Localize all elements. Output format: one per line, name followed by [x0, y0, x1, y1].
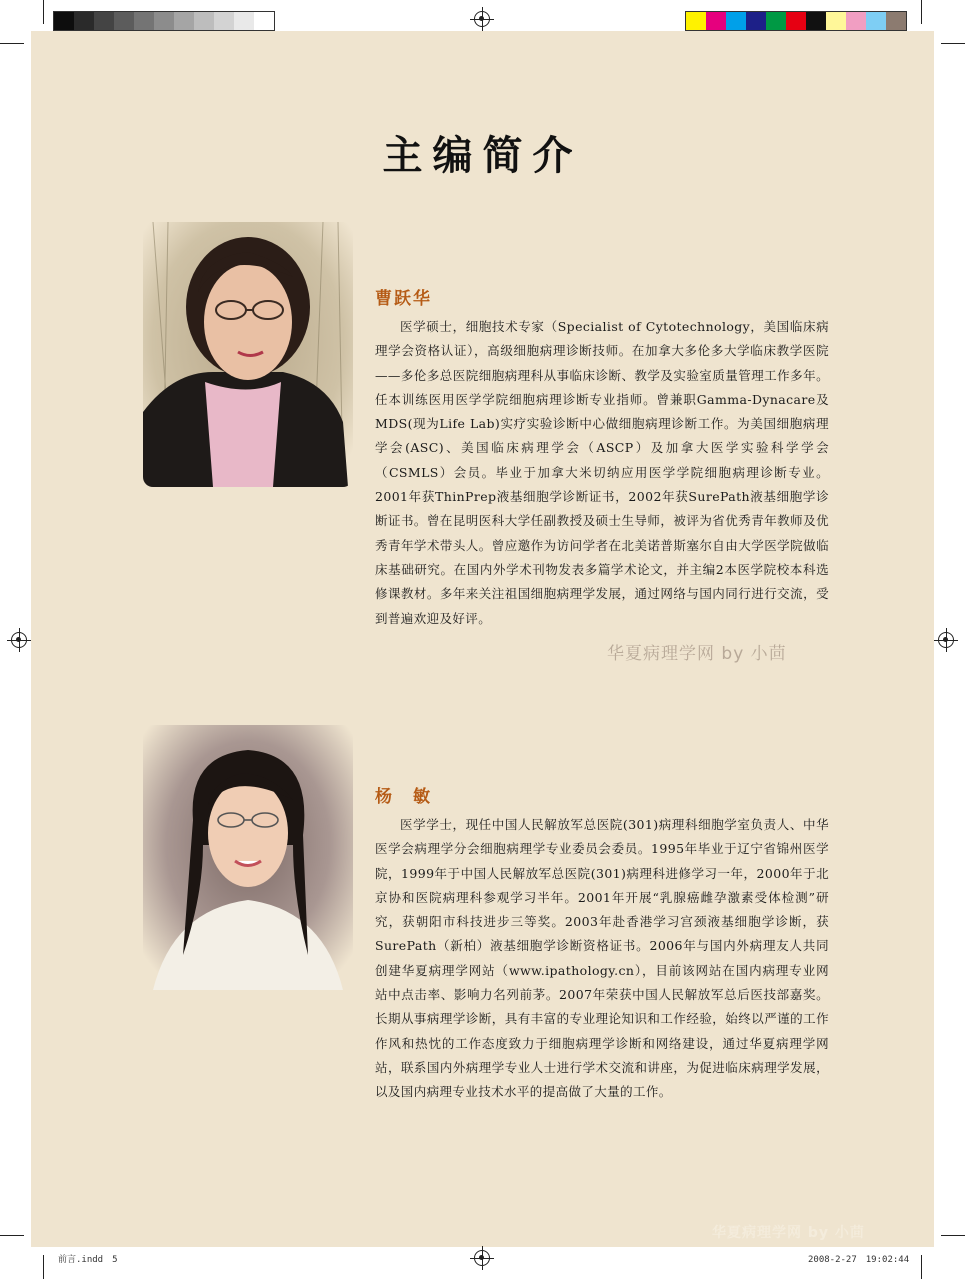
- crop-mark: [921, 0, 922, 24]
- gray-swatch-3: [94, 12, 114, 30]
- editor-1-bio: 医学硕士，细胞技术专家（Specialist of Cytotechnology，美国临床病理学会资格认证），高级细胞病理诊断技师。在加拿大多伦多大学临床教学医院——多伦多总医院细胞病理科从事临床诊断、教学及实验室质量管理工作多年。任本训练医用医学学院细胞病理诊断专业指师。曾兼职Gamma-Dynacare及MDS(现为Life Lab)实疗实验诊断中心做细胞病理诊断工作。为美国细胞病理学会(ASC)、美国临床病理学会（ASCP）及加拿大医学实验科学学会（CSMLS）会员。毕业于加拿大米切纳应用医学学院细胞病理诊断专业。2001年获ThinPrep液基细胞学诊断证书，2002年获SurePath液基细胞学诊断证书。曾在昆明医科大学任副教授及硕士生导师，被评为省优秀青年教师及优秀青年学术带头人。曾应邀作为访问学者在北美诺普斯塞尔自由大学医学院做临床基础研究。在国内外学术刊物发表多篇学术论文，并主编2本医学院校本科选修课教材。多年来关注祖国细胞病理学发展，通过网络与国内同行进行交流，受到普遍欢迎及好评。: [375, 319, 829, 626]
- color-swatch-9: [846, 12, 866, 30]
- registration-mark-bottom: [474, 1250, 490, 1266]
- color-swatch-7: [806, 12, 826, 30]
- slug-date-time: 2008-2-27 19:02:44: [808, 1255, 910, 1265]
- gray-calibration-bar: [53, 11, 275, 31]
- color-swatch-4: [746, 12, 766, 30]
- color-swatch-3: [726, 12, 746, 30]
- gray-swatch-1: [54, 12, 74, 30]
- color-swatch-1: [686, 12, 706, 30]
- crop-mark: [941, 43, 965, 44]
- editor-2-name: 杨 敏: [375, 787, 432, 807]
- editor-1-name: 曹跃华: [375, 289, 432, 309]
- slug-file-info: 前言.indd 5: [58, 1255, 118, 1265]
- gray-swatch-7: [174, 12, 194, 30]
- gray-swatch-6: [154, 12, 174, 30]
- gray-swatch-4: [114, 12, 134, 30]
- watermark-text: 华夏病理学网 by 小茴: [607, 644, 787, 664]
- crop-mark: [0, 43, 24, 44]
- registration-mark-right: [938, 632, 954, 648]
- color-swatch-5: [766, 12, 786, 30]
- crop-mark: [941, 1235, 965, 1236]
- gray-swatch-9: [214, 12, 234, 30]
- editor-2-bio: 医学学士，现任中国人民解放军总医院(301)病理科细胞学室负责人、中华医学会病理学分会细胞病理学专业委员会委员。1995年毕业于辽宁省锦州医学院，1999年于中国人民解放军总医院(301)病理科进修学习一年，2000年于北京协和医院病理科参观学习半年。2001年开展“乳腺癌雌孕激素受体检测”研究，获朝阳市科技进步三等奖。2003年赴香港学习宫颈液基细胞学诊断，获SurePath（新柏）液基细胞学诊断资格证书。2006年与国内外病理友人共同创建华夏病理学网站（www.ipathology.cn），目前该网站在国内病理专业网站中点击率、影响力名列前茅。2007年荣获中国人民解放军总后医技部嘉奖。长期从事病理学诊断，具有丰富的专业理论知识和工作经验，始终以严谨的工作作风和热忱的工作态度致力于细胞病理学诊断和网络建设，通过华夏病理学网站，联系国内外病理学专业人士进行学术交流和讲座，为促进临床病理学发展，以及国内病理专业技术水平的提高做了大量的工作。: [375, 817, 829, 1100]
- color-swatch-2: [706, 12, 726, 30]
- crop-mark: [43, 0, 44, 24]
- color-calibration-bar: [685, 11, 907, 31]
- footer-watermark: 华夏病理学网 by 小茴: [712, 1225, 865, 1241]
- color-swatch-8: [826, 12, 846, 30]
- gray-swatch-2: [74, 12, 94, 30]
- gray-swatch-8: [194, 12, 214, 30]
- editor-1-photo: [143, 222, 353, 487]
- color-swatch-10: [866, 12, 886, 30]
- crop-mark: [43, 1255, 44, 1279]
- color-swatch-11: [886, 12, 906, 30]
- registration-mark-top: [474, 11, 490, 27]
- crop-mark: [0, 1235, 24, 1236]
- gray-swatch-11: [254, 12, 274, 30]
- editor-2-photo: [143, 725, 353, 990]
- page-title: 主编简介: [382, 132, 583, 179]
- registration-mark-left: [11, 632, 27, 648]
- gray-swatch-10: [234, 12, 254, 30]
- gray-swatch-5: [134, 12, 154, 30]
- color-swatch-6: [786, 12, 806, 30]
- crop-mark: [921, 1255, 922, 1279]
